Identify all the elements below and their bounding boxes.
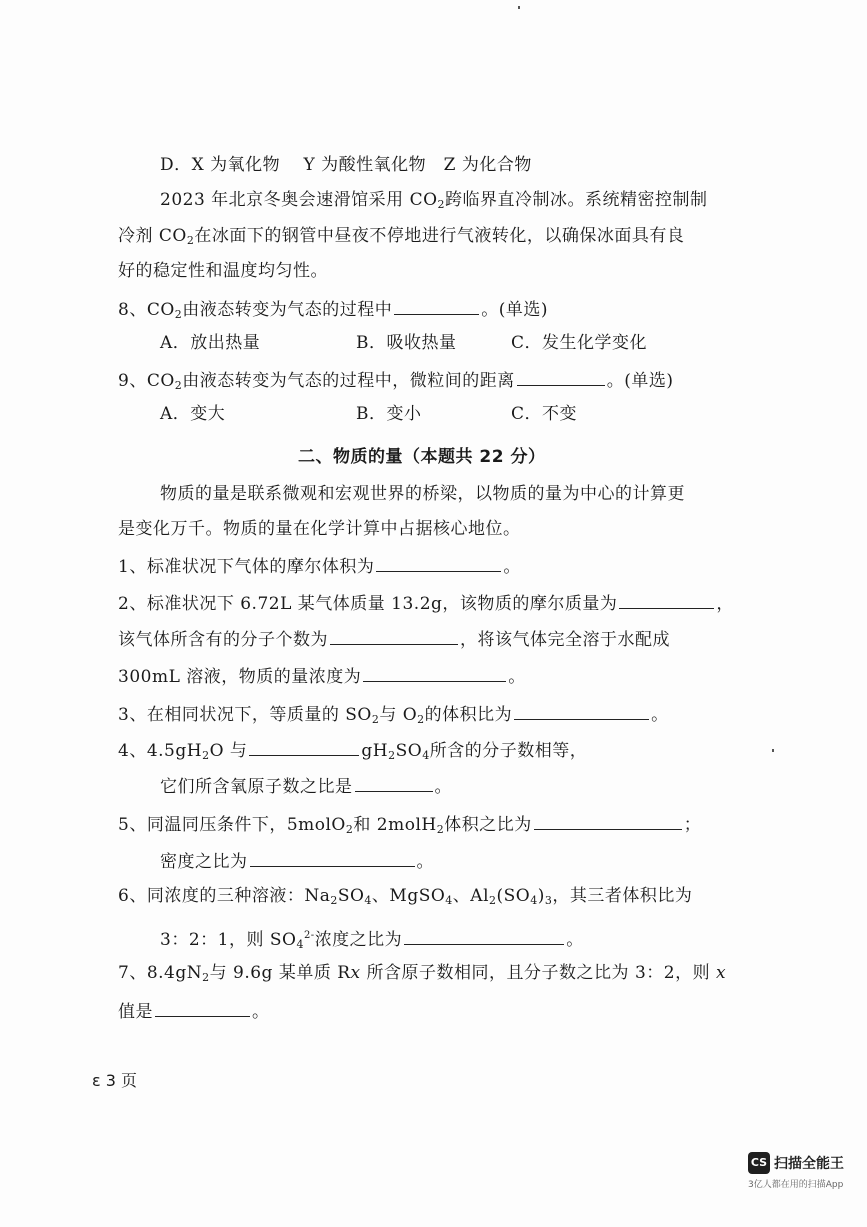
subscript: 2: [202, 971, 210, 984]
q3-text: 3、在相同状况下，等质量的 SO: [118, 705, 372, 725]
passage-line-3: 好的稳定性和温度均匀性。: [118, 261, 328, 281]
question-9: [118, 367, 674, 398]
q4-text: O 与: [209, 741, 248, 761]
q6-text: 6、同浓度的三种溶液：Na: [118, 886, 331, 906]
q1-end: 。: [503, 557, 521, 577]
q7-text: 所含原子数相同，且分子数之比为 3：2，则: [360, 963, 716, 983]
passage-line-1: [160, 188, 708, 217]
answer-blank[interactable]: [534, 811, 682, 830]
subscript: 2: [330, 894, 338, 907]
subscript: 2: [371, 713, 380, 726]
q9-text: 由液态转变为气态的过程中，微粒间的距离: [182, 371, 515, 391]
part2-question-3: [118, 701, 669, 732]
q7-text: 值是: [118, 1002, 153, 1022]
q6-end: 。: [566, 930, 584, 950]
part2-question-2-line-2: [118, 626, 670, 652]
answer-blank[interactable]: [355, 773, 433, 792]
q8-prefix: 8、CO: [118, 300, 175, 320]
subscript: 2: [202, 749, 210, 762]
q2-punct: ，: [716, 594, 734, 614]
part2-question-6-line-1: [118, 884, 692, 913]
subscript: 4: [296, 938, 304, 951]
q8-option-a[interactable]: A．放出热量: [160, 333, 261, 353]
q6-text: 浓度之比为: [314, 930, 403, 950]
part2-question-4-line-1: [118, 737, 587, 768]
q1-text: 1、标准状况下气体的摩尔体积为: [118, 557, 375, 577]
answer-blank[interactable]: [619, 590, 714, 609]
page-number: ε 3 页: [92, 1071, 138, 1090]
subscript: 2: [388, 749, 396, 762]
subscript: 2: [489, 894, 497, 907]
subscript: 2: [436, 823, 445, 836]
q6-text: ，其三者体积比为: [552, 886, 693, 906]
subscript: 3: [544, 894, 553, 907]
subscript: 2: [174, 379, 183, 392]
q7-text: 与 9.6g 某单质 R: [209, 963, 351, 983]
passage-line-2: [118, 224, 684, 253]
q9-options: [160, 402, 577, 426]
answer-blank[interactable]: [155, 998, 250, 1017]
passage-text: 在冰面下的钢管中昼夜不停地进行气液转化，以确保冰面具有良: [194, 226, 685, 246]
part2-question-4-line-2: [160, 773, 452, 799]
q9-option-b[interactable]: B．变小: [356, 404, 422, 424]
q9-suffix: 。(单选): [606, 371, 674, 391]
scan-speck: [772, 749, 774, 752]
question-8: [118, 296, 548, 327]
part2-question-2-line-3: [118, 663, 526, 689]
q3-text: 的体积比为: [424, 705, 513, 725]
q5-end: 。: [416, 852, 434, 872]
q8-options: [160, 331, 647, 355]
subscript: 2: [437, 198, 446, 211]
subscript: 2: [174, 308, 183, 321]
part2-question-1: [118, 553, 521, 579]
answer-blank[interactable]: [363, 663, 506, 682]
q9-prefix: 9、CO: [118, 371, 175, 391]
answer-blank[interactable]: [517, 367, 605, 386]
q2-text: 2、标准状况下 6.72L 某气体质量 13.2g，该物质的摩尔质量为: [118, 594, 618, 614]
section-title: 二、物质的量（本题共 22 分）: [298, 447, 546, 467]
subscript: 2: [186, 234, 195, 247]
q4-text: 所含的分子数相等，: [429, 741, 588, 761]
q6-text: 、Al: [452, 886, 490, 906]
q6-text: 、MgSO: [371, 886, 446, 906]
q7-option-d: D．X 为氧化物 Y 为酸性氧化物 Z 为化合物: [160, 155, 532, 175]
subscript: 4: [445, 894, 453, 907]
q5-text: 密度之比为: [160, 852, 248, 872]
q7-end: 。: [252, 1002, 270, 1022]
q3-end: 。: [651, 705, 669, 725]
q5-text: 体积之比为: [444, 815, 532, 835]
q7-text: 7、8.4gN: [118, 963, 203, 983]
part2-question-5-line-2: [160, 848, 434, 874]
section-intro-2: 是变化万千。物质的量在化学计算中占据核心地位。: [118, 519, 521, 539]
subscript: 2: [345, 823, 354, 836]
scanner-watermark: [748, 1152, 860, 1192]
superscript: 2-: [303, 930, 315, 941]
passage-text: 跨临界直冷制冰。系统精密控制制: [445, 190, 708, 210]
answer-blank[interactable]: [376, 553, 501, 572]
watermark-tagline: 3亿人都在用的扫描App: [748, 1180, 844, 1190]
answer-blank[interactable]: [514, 701, 649, 720]
q9-option-c[interactable]: C．不变: [511, 404, 578, 424]
q6-text: (SO: [496, 886, 531, 906]
q3-text: 与 O: [379, 705, 418, 725]
watermark-name: 扫描全能王: [774, 1156, 844, 1172]
q2-punct: 。: [508, 667, 526, 687]
q8-option-b[interactable]: B．吸收热量: [356, 333, 457, 353]
section-intro-1: 物质的量是联系微观和宏观世界的桥梁，以物质的量为中心的计算更: [160, 484, 685, 504]
q5-text: 和 2molH: [353, 815, 437, 835]
part2-question-6-line-2: [160, 924, 584, 957]
q4-text: 它们所含氧原子数之比是: [160, 777, 353, 797]
q8-option-c[interactable]: C．发生化学变化: [511, 333, 648, 353]
subscript: 2: [417, 713, 425, 726]
q4-text: SO: [395, 741, 423, 761]
q5-text: 5、同温同压条件下，5molO: [118, 815, 346, 835]
answer-blank[interactable]: [394, 296, 479, 315]
q2-text: 300mL 溶液，物质的量浓度为: [118, 667, 362, 687]
camscanner-logo-icon: CS: [748, 1152, 770, 1174]
part2-question-2-line-1: [118, 590, 734, 616]
q2-text: 该气体所含有的分子个数为: [118, 630, 328, 650]
subscript: 4: [364, 894, 372, 907]
q6-text: 3：2：1，则 SO: [160, 930, 297, 950]
q9-option-a[interactable]: A．变大: [160, 404, 226, 424]
scan-speck: [518, 6, 520, 9]
q6-text: ): [537, 886, 545, 906]
q4-text: gH: [361, 741, 389, 761]
answer-blank[interactable]: [250, 848, 415, 867]
part2-question-7-line-1: [118, 961, 726, 990]
answer-blank[interactable]: [249, 737, 359, 756]
q4-end: 。: [434, 777, 452, 797]
variable-x: x: [350, 963, 361, 983]
q5-end: ；: [683, 815, 702, 835]
subscript: 4: [530, 894, 538, 907]
q2-text: ，将该气体完全溶于水配成: [460, 630, 670, 650]
subscript: 4: [422, 749, 430, 762]
variable-x: x: [715, 963, 727, 983]
part2-question-7-line-2: [118, 998, 270, 1024]
part2-question-5-line-1: [118, 811, 701, 842]
answer-blank[interactable]: [330, 626, 458, 645]
answer-blank[interactable]: [404, 926, 564, 945]
q4-text: 4、4.5gH: [118, 741, 203, 761]
passage-text: 2023 年北京冬奥会速滑馆采用 CO: [160, 190, 438, 210]
passage-text: 冷剂 CO: [118, 226, 187, 246]
q8-text: 由液态转变为气态的过程中: [182, 300, 393, 320]
q6-text: SO: [337, 886, 365, 906]
q8-suffix: 。(单选): [481, 300, 549, 320]
